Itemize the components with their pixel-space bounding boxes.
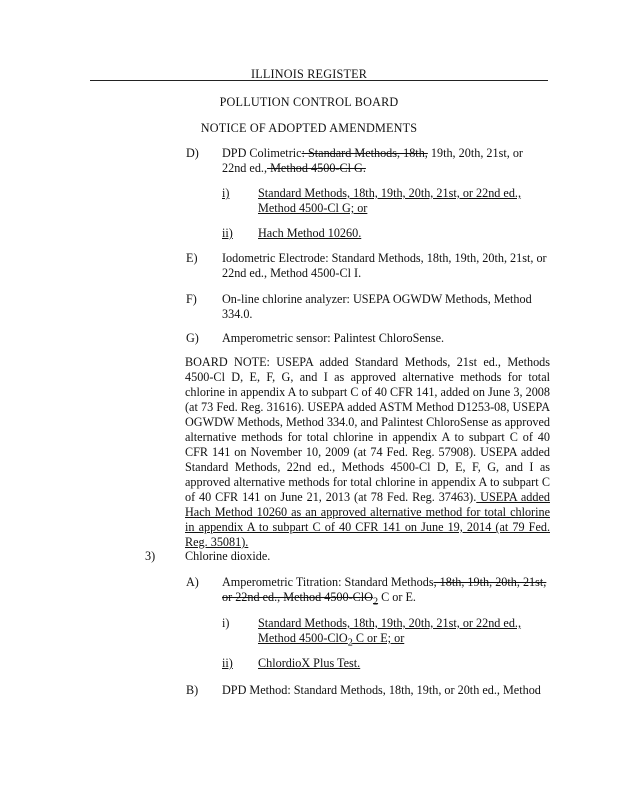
item-3a-deleted-method [222,590,379,608]
board-note-added-text: USEPA added Hach Method 10260 as an approved alternative method for total chlorine in appendix A to subpart C of 40 CFR 141 on June 19, 2014 (at 79 Fed. Reg. 35081). [185,490,550,549]
item-3a-sub-i-line1: Standard Methods, 18th, 19th, 20th, 21st, or 22nd ed., [258,616,522,630]
item-3a-method-suffix: C or E. [378,590,416,604]
item-d-sub-ii-text: Hach Method 10260. [258,226,362,240]
item-3a-sub-ii-text: ChlordioX Plus Test. [258,656,361,670]
item-d-edition: 22nd ed., [222,161,268,175]
item-g-text: Amperometric sensor: Palintest ChloroSense. [222,331,445,345]
item-f-line2: 334.0. [222,307,253,321]
item-3-label: 3) [145,549,156,563]
item-e-line1: Iodometric Electrode: Standard Methods, 18th, 19th, 20th, 21st, or [222,251,547,265]
item-e-label: E) [186,251,198,265]
item-3a-line1 [222,575,546,590]
item-d-deleted-text: : Standard Methods, 18th, [301,146,428,160]
item-d-sub-i-line1: Standard Methods, 18th, 19th, 20th, 21st, or 22nd ed., [258,186,522,200]
item-d-label: D) [186,146,199,160]
item-3a-text: Amperometric Titration: Standard Methods [222,575,434,589]
item-d-text-cont: 19th, 20th, 21st, or [427,146,523,160]
item-3b-label: B) [186,683,199,697]
item-d-sub-i-line2: Method 4500-Cl G; or [258,201,368,215]
item-3a-label: A) [186,575,199,589]
register-title: ILLINOIS REGISTER [250,67,368,81]
item-f-label: F) [186,292,197,306]
item-d-sub-ii-label: ii) [222,226,233,240]
item-d-deleted-method: Method 4500-Cl G. [267,161,366,175]
board-title: POLLUTION CONTROL BOARD [219,95,399,109]
item-f-line1: On-line chlorine analyzer: USEPA OGWDW Methods, Method [222,292,532,306]
item-g-label: G) [186,331,199,345]
item-3a-sub-i-method: Method 4500-ClO [258,631,348,645]
item-e-line2: 22nd ed., Method 4500-Cl I. [222,266,362,280]
item-3-text: Chlorine dioxide. [185,549,271,563]
board-note [185,355,550,550]
item-d-text: DPD Colimetric [222,146,302,160]
item-3a-sub-ii-label: ii) [222,656,233,670]
notice-title: NOTICE OF ADOPTED AMENDMENTS [200,121,418,135]
item-3a-deleted-subscript: 2 [372,596,379,608]
item-3a-sub-i-label: i) [222,616,230,630]
item-3a-deleted-editions: , 18th, 19th, 20th, 21st, [433,575,547,589]
item-3a-sub-i-line2 [258,631,404,650]
item-3a-line2 [222,590,416,609]
board-note-text: BOARD NOTE: USEPA added Standard Methods, 21st ed., Methods 4500-Cl D, E, F, G, and I as approved alternative methods for total chlorine in appendix A to subpart C of 40 CFR 141, added on June 3, 2008 (at 73 Fed. Reg. 31616). USEPA added ASTM Method D1253-08, USEPA OGWDW Methods, Method 334.0, and Palintest ChloroSense as approved alternative methods for total chlorine in appendix A to subpart C of 40 CFR 141 on November 10, 2009 (at 74 Fed. Reg. 57908). USEPA added Standard Methods, 22nd ed., Methods 4500-Cl D, E, F, G, and I as approved alternative methods for total chlorine in appendix A to subpart C of 40 CFR 141 on June 21, 2013 (at 78 Fed. Reg. 37463). [185,355,551,504]
item-d-line1 [222,146,523,161]
item-3a-sub-i-subscript: 2 [347,637,353,649]
item-3b-line1: DPD Method: Standard Methods, 18th, 19th, or 20th ed., Method [222,683,541,697]
item-3a-deleted-method-text: or 22nd ed., Method 4500-ClO [222,590,373,604]
item-d-line2 [222,161,366,176]
item-3a-sub-i-suffix: C or E; or [352,631,405,645]
item-d-sub-i-label: i) [222,186,230,200]
